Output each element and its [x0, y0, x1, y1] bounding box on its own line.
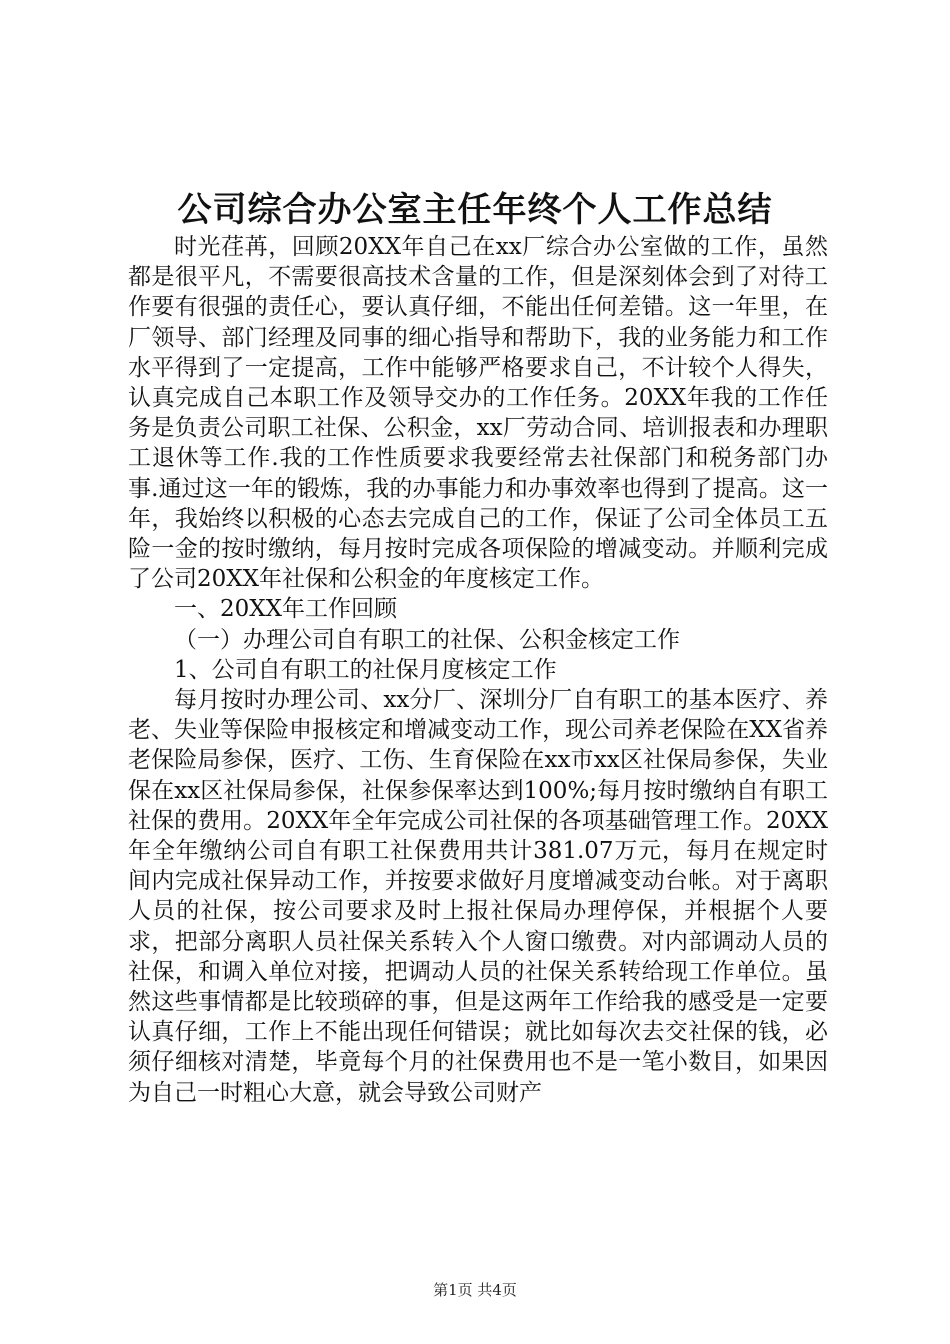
paragraph-detail: 每月按时办理公司、xx分厂、深圳分厂自有职工的基本医疗、养老、失业等保险申报核定和增减变动工作，现公司养老保险在XX省养老保险局参保，医疗、工伤、生育保险在xx市xx区社保局参保，失业保在xx区社保局参保，社保参保率达到100%;每月按时缴纳自有职工社保的费用。20XX年全年完成公司社保的各项基础管理工作。20XX年全年缴纳公司自有职工社保费用共计381.07万元，每月在规定时间内完成社保异动工作，并按要求做好月度增减变动台帐。对于离职人员的社保，按公司要求及时上报社保局办理停保，并根据个人要求，把部分离职人员社保关系转入个人窗口缴费。对内部调动人员的社保，和调入单位对接，把调动人员的社保关系转给现工作单位。虽然这些事情都是比较琐碎的事，但是这两年工作给我的感受是一定要认真仔细，工作上不能出现任何错误；就比如每次去交社保的钱，必须仔细核对清楚，毕竟每个月的社保费用也不是一笔小数目，如果因为自己一时粗心大意，就会导致公司财产	[128, 687, 828, 1106]
page-number-footer: 第1页 共4页	[433, 1281, 517, 1299]
item-heading: 1、公司自有职工的社保月度核定工作	[174, 656, 557, 683]
document-body	[128, 232, 828, 1108]
paragraph-intro: 时光荏苒，回顾20XX年自己在xx厂综合办公室做的工作，虽然都是很平凡，不需要很高技术含量的工作，但是深刻体会到了对待工作要有很强的责任心，要认真仔细，不能出任何差错。这一年里，在厂领导、部门经理及同事的细心指导和帮助下，我的业务能力和工作水平得到了一定提高，工作中能够严格要求自己，不计较个人得失，认真完成自己本职工作及领导交办的工作任务。20XX年我的工作任务是负责公司职工社保、公积金，xx厂劳动合同、培训报表和办理职工退休等工作.我的工作性质要求我要经常去社保部门和税务部门办事.通过这一年的锻炼，我的办事能力和办事效率也得到了提高。这一年，我始终以积极的心态去完成自己的工作，保证了公司全体员工五险一金的按时缴纳，每月按时完成各项保险的增减变动。并顺利完成了公司20XX年社保和公积金的年度核定工作。	[128, 234, 828, 593]
section-heading: 一、20XX年工作回顾	[174, 596, 398, 623]
document-title: 公司综合办公室主任年终个人工作总结	[177, 190, 773, 230]
subsection-heading: （一）办理公司自有职工的社保、公积金核定工作	[174, 626, 680, 653]
